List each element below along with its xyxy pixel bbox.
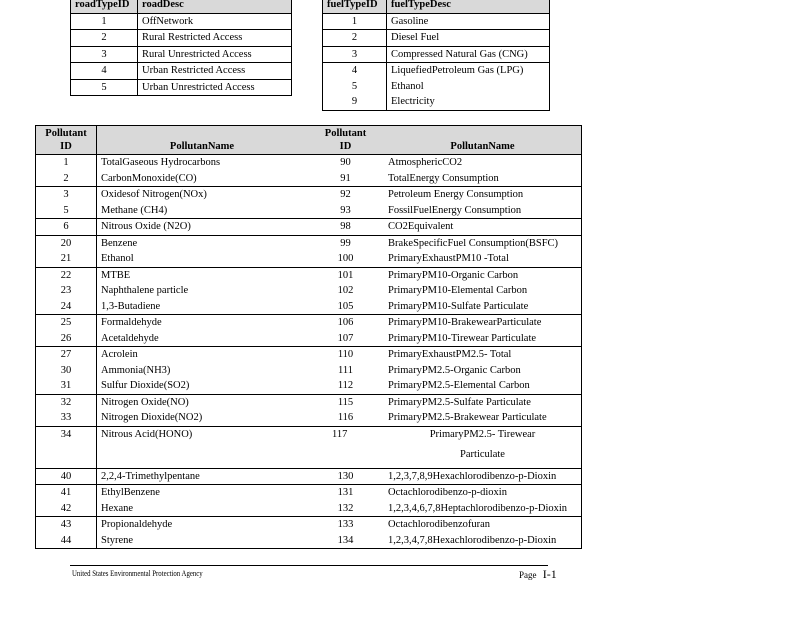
fuel-type-id: 9	[323, 94, 387, 110]
pollutant-name: Methane (CH4)	[101, 204, 168, 216]
table-row	[36, 501, 582, 517]
pollutant-id: 111	[338, 364, 353, 376]
pollutant-id: 105	[337, 300, 354, 312]
pollutant-name: PrimaryPM2.5-Sulfate Particulate	[384, 394, 582, 410]
table-row	[36, 171, 582, 187]
pollutant-id: 115	[307, 394, 384, 410]
road-desc-header: roadDesc	[138, 0, 292, 13]
pollutant-id: 133	[307, 517, 384, 533]
road-type-id: 2	[71, 30, 138, 47]
pollutant-name: Acrolein	[97, 347, 308, 363]
table-row	[36, 363, 582, 379]
road-type-id-header: roadTypeID	[71, 0, 138, 13]
table-row	[36, 410, 582, 426]
pollutant-name	[384, 426, 582, 468]
pollutant-name: Hexane	[101, 502, 134, 514]
pollutant-id: 33	[36, 410, 97, 426]
pollutant-id: 44	[36, 533, 97, 549]
fuel-type-desc-header: fuelTypeDesc	[387, 0, 550, 13]
pollutant-name: Nitrous Acid(HONO)	[97, 426, 308, 468]
pollutant-name: PrimaryPM10-Elemental Carbon	[384, 283, 582, 299]
fuel-type-desc: Ethanol	[387, 79, 550, 95]
pollutant-id: 2	[36, 171, 97, 187]
pollutant-name: Styrene	[97, 533, 308, 549]
fuel-type-desc: Diesel Fuel	[387, 30, 550, 47]
road-type-id: 3	[71, 46, 138, 63]
pollutant-id-header-right	[307, 126, 384, 155]
pollutant-id: 5	[36, 203, 97, 219]
road-type-id: 1	[71, 13, 138, 30]
pollutant-id: 112	[337, 380, 354, 391]
pollutant-id: 41	[36, 485, 97, 501]
pollutant-id-header-left	[36, 126, 97, 155]
fuel-type-desc: LiquefiedPetroleum Gas (LPG)	[387, 63, 550, 79]
pollutant-id: 40	[36, 468, 97, 485]
road-type-table	[70, 0, 292, 96]
table-row	[36, 235, 582, 251]
fuel-type-table	[322, 0, 550, 111]
table-row	[36, 378, 582, 394]
table-row	[36, 203, 582, 219]
fuel-type-id: 1	[323, 13, 387, 30]
pollutant-name: Octachlorodibenzo-p-dioxin	[384, 485, 582, 501]
table-row	[36, 299, 582, 315]
page-label: Page	[519, 570, 537, 580]
table-row	[71, 13, 292, 30]
table-row	[36, 331, 582, 347]
pollutant-name: PrimaryPM10-Tirewear Particulate	[384, 331, 582, 347]
fuel-type-id-header: fuelTypeID	[323, 0, 387, 13]
pollutant-id: 3	[36, 187, 97, 203]
pollutant-name: PrimaryExhaustPM10 -Total	[384, 251, 582, 267]
pollutant-id-header-line2: ID	[339, 141, 352, 152]
table-row	[36, 485, 582, 501]
table-row	[36, 426, 582, 468]
pollutant-id: 23	[36, 283, 97, 299]
pollutant-id: 21	[36, 251, 97, 267]
table-row	[36, 251, 582, 267]
fuel-type-id: 2	[323, 30, 387, 47]
fuel-type-id: 5	[323, 79, 387, 95]
table-row	[323, 30, 550, 47]
pollutant-id: 134	[307, 533, 384, 549]
table-row	[323, 94, 550, 110]
page-number: I-1	[542, 567, 557, 581]
pollutant-name: PrimaryPM2.5-Elemental Carbon	[384, 378, 582, 394]
pollutant-name: PrimaryPM10-BrakewearParticulate	[384, 315, 582, 331]
footer-agency: United States Environmental Protection Agency	[72, 569, 203, 578]
road-desc: Urban Restricted Access	[138, 63, 292, 80]
road-desc: Rural Unrestricted Access	[138, 46, 292, 63]
table-row	[36, 347, 582, 363]
table-row	[71, 79, 292, 96]
road-type-id: 4	[71, 63, 138, 80]
pollutant-id: 93	[340, 204, 351, 216]
pollutant-id-header-line1: Pollutant	[324, 128, 367, 139]
pollutant-name-header-left: PollutanName	[97, 126, 308, 155]
pollutant-name: PrimaryPM2.5-Organic Carbon	[384, 363, 582, 379]
fuel-type-desc: Compressed Natural Gas (CNG)	[387, 46, 550, 63]
table-row	[36, 155, 582, 171]
pollutant-name: 1,2,3,4,7,8Hexachlorodibenzo-p-Dioxin	[384, 533, 582, 549]
pollutant-name: FossilFuelEnergy Consumption	[384, 203, 582, 219]
fuel-type-desc: Gasoline	[387, 13, 550, 30]
pollutant-id: 42	[36, 501, 97, 517]
pollutant-name-header-right: PollutanName	[384, 126, 582, 155]
pollutant-name: Formaldehyde	[97, 315, 308, 331]
pollutant-id: 34	[36, 426, 97, 468]
pollutant-name: CO2Equivalent	[384, 219, 582, 236]
pollutant-id: 1	[36, 155, 97, 171]
pollutant-id: 107	[337, 332, 354, 344]
table-row	[71, 46, 292, 63]
pollutant-name: Nitrogen Dioxide(NO2)	[101, 412, 203, 423]
pollutant-id: 25	[36, 315, 97, 331]
pollutant-id: 102	[337, 285, 354, 296]
pollutant-id: 90	[307, 155, 384, 171]
pollutant-id: 22	[36, 267, 97, 283]
table-row	[323, 46, 550, 63]
road-type-id: 5	[71, 79, 138, 96]
pollutant-id: 43	[36, 517, 97, 533]
pollutant-id: 92	[307, 187, 384, 203]
pollutant-name: Benzene	[97, 235, 308, 251]
table-row	[71, 63, 292, 80]
pollutant-name: Acetaldehyde	[101, 332, 159, 344]
table-row	[71, 30, 292, 47]
pollutant-name: Propionaldehyde	[97, 517, 308, 533]
pollutant-id: 101	[307, 267, 384, 283]
pollutant-name: Oxidesof Nitrogen(NOx)	[97, 187, 308, 203]
table-row	[323, 13, 550, 30]
pollutant-id: 110	[307, 347, 384, 363]
footer-divider	[70, 565, 548, 566]
pollutant-id: 130	[307, 468, 384, 485]
footer-page-number	[519, 567, 557, 582]
pollutant-id-header-line1: Pollutant	[45, 128, 87, 139]
pollutant-id: 106	[307, 315, 384, 331]
pollutant-id: 116	[337, 412, 354, 423]
pollutant-name: Ethanol	[101, 253, 134, 264]
table-row	[36, 517, 582, 533]
pollutant-name: PrimaryExhaustPM2.5- Total	[384, 347, 582, 363]
table-row	[36, 187, 582, 203]
pollutant-id: 27	[36, 347, 97, 363]
pollutant-name: EthylBenzene	[97, 485, 308, 501]
pollutant-id-header-line2: ID	[60, 141, 72, 152]
pollutant-table	[35, 125, 582, 549]
pollutant-name: Octachlorodibenzofuran	[384, 517, 582, 533]
pollutant-id: 20	[36, 235, 97, 251]
fuel-type-desc: Electricity	[387, 94, 550, 110]
table-row	[36, 283, 582, 299]
road-desc: Rural Restricted Access	[138, 30, 292, 47]
pollutant-id: 24	[36, 299, 97, 315]
road-desc: Urban Unrestricted Access	[138, 79, 292, 96]
pollutant-name: BrakeSpecificFuel Consumption(BSFC)	[384, 235, 582, 251]
road-table-header-row	[71, 0, 292, 13]
table-row	[323, 79, 550, 95]
pollutant-id: 30	[36, 363, 97, 379]
pollutant-name-line1: PrimaryPM2.5- Tirewear	[429, 428, 536, 440]
pollutant-name: CarbonMonoxide(CO)	[101, 172, 197, 184]
pollutant-name: TotalGaseous Hydrocarbons	[97, 155, 308, 171]
pollutant-name: 1,2,3,7,8,9Hexachlorodibenzo-p-Dioxin	[384, 468, 582, 485]
fuel-type-id: 3	[323, 46, 387, 63]
pollutant-id: 132	[337, 502, 354, 514]
pollutant-name: PrimaryPM2.5-Brakewear Particulate	[384, 410, 582, 426]
pollutant-id: 100	[337, 253, 354, 264]
table-row	[36, 533, 582, 549]
pollutant-id: 91	[340, 172, 351, 184]
pollutant-name: Naphthalene particle	[101, 285, 189, 296]
table-row	[323, 63, 550, 79]
table-row	[36, 267, 582, 283]
table-row	[36, 394, 582, 410]
pollutant-id: 32	[36, 394, 97, 410]
fuel-table-header-row	[323, 0, 550, 13]
pollutant-name: PrimaryPM10-Organic Carbon	[384, 267, 582, 283]
pollutant-name: Sulfur Dioxide(SO2)	[101, 380, 190, 391]
table-row	[36, 315, 582, 331]
pollutant-name: TotalEnergy Consumption	[384, 171, 582, 187]
pollutant-id: 31	[36, 378, 97, 394]
table-row	[36, 219, 582, 236]
fuel-type-id: 4	[323, 63, 387, 79]
pollutant-name: 1,3-Butadiene	[101, 300, 161, 312]
pollutant-name: MTBE	[97, 267, 308, 283]
pollutant-name: 2,2,4-Trimethylpentane	[97, 468, 308, 485]
pollutant-name: 1,2,3,4,6,7,8Heptachlorodibenzo-p-Dioxin	[384, 501, 582, 517]
pollutant-id: 99	[307, 235, 384, 251]
pollutant-id: 98	[307, 219, 384, 236]
pollutant-name-line2: Particulate	[460, 449, 505, 460]
table-row	[36, 468, 582, 485]
pollutant-id: 131	[307, 485, 384, 501]
pollutant-name: AtmosphericCO2	[384, 155, 582, 171]
pollutant-id: 26	[36, 331, 97, 347]
pollutant-table-header-row	[36, 126, 582, 155]
pollutant-name: Nitrogen Oxide(NO)	[97, 394, 308, 410]
road-desc: OffNetwork	[138, 13, 292, 30]
pollutant-id: 117	[307, 426, 384, 468]
pollutant-id: 6	[36, 219, 97, 236]
pollutant-name: PrimaryPM10-Sulfate Particulate	[384, 299, 582, 315]
pollutant-name: Nitrous Oxide (N2O)	[97, 219, 308, 236]
pollutant-name: Ammonia(NH3)	[101, 364, 171, 376]
pollutant-name: Petroleum Energy Consumption	[384, 187, 582, 203]
